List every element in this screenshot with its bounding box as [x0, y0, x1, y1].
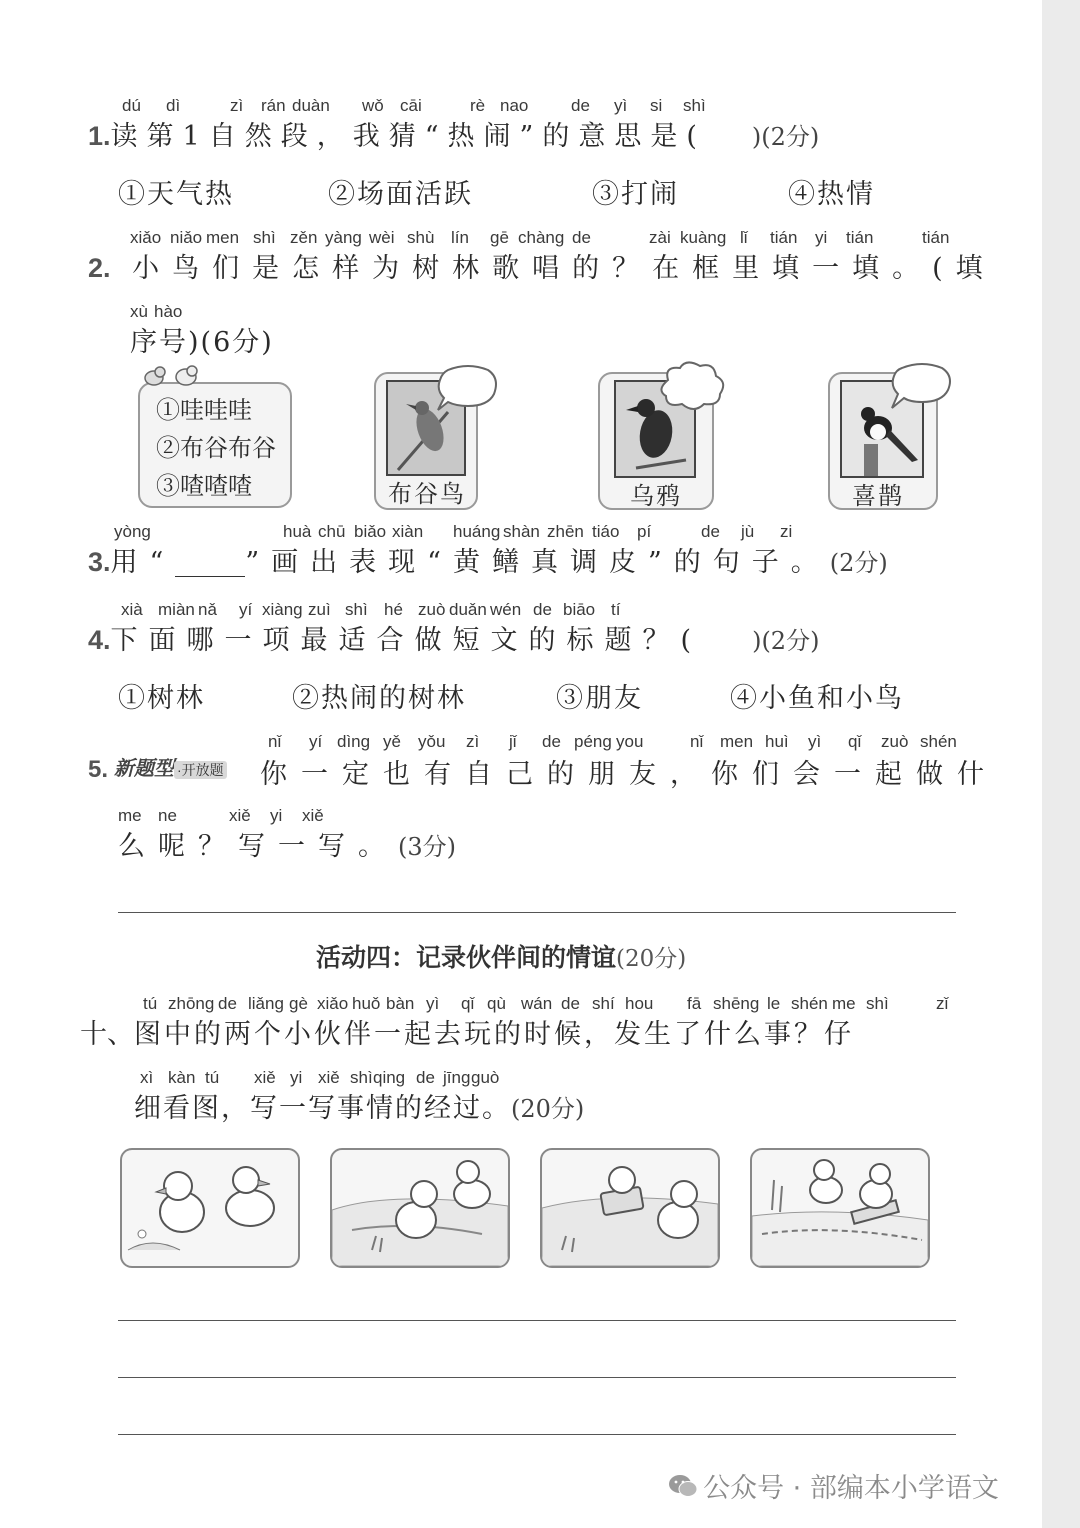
- comic-panel-4: [750, 1148, 930, 1268]
- q2-sound-2: ②布谷布谷: [156, 434, 276, 462]
- q2-sound-1: ①哇哇哇: [156, 396, 252, 424]
- q3-pinyin: yòng huà chū biǎo xiàn huáng shàn zhēn tiáo pí de jù zi: [114, 522, 793, 541]
- q10-question-line2: 细看图，写一写事情的经过。(20分): [134, 1093, 585, 1124]
- q2-pinyin-line2: xù hào: [130, 302, 183, 321]
- q2-sound-3: ③喳喳喳: [156, 472, 252, 500]
- q4-option-2: ②热闹的树林: [292, 683, 466, 714]
- q1-option-1: ①天气热: [118, 179, 234, 210]
- comic-panel-2: [330, 1148, 510, 1268]
- q2-question-line2: 序号)(6分): [130, 327, 274, 358]
- q4-pinyin: xià miàn nǎ yí xiàng zuì shì hé zuò duǎn wén de biāo tí: [121, 600, 621, 619]
- q4-option-3: ③朋友: [556, 683, 643, 714]
- q1-option-3: ③打闹: [592, 179, 679, 210]
- speech-bubble-1: [436, 364, 500, 414]
- q2-pinyin-line1: xiǎo niǎo men shì zěn yàng wèi shù lín gē chàng de zài kuàng lǐ tián yi tián tián: [130, 228, 950, 247]
- q10-pinyin-line2: xì kàn tú xiě yi xiě shì qing de jīng guò: [140, 1068, 500, 1087]
- section-score: (20分): [616, 946, 687, 972]
- q4-question: 4.下面哪一项最适合做短文的标题？( )(2分): [88, 625, 820, 656]
- q10-pinyin-line1: tú zhōng de liǎng gè xiǎo huǒ bàn yì qǐ qù wán de shí hou fā shēng le shén me shì zǐ: [143, 994, 949, 1013]
- comic-panel-1: [120, 1148, 300, 1268]
- q5-tag-open: ·开放题: [174, 761, 227, 779]
- q5-tag-new: 新题型: [114, 758, 174, 780]
- speech-bubble-3: [888, 362, 956, 412]
- q5-pinyin-line1: nǐ yí dìng yě yǒu zì jǐ de péng you nǐ men huì yì qǐ zuò shén: [268, 732, 957, 751]
- crow-label: 乌鸦: [630, 482, 682, 510]
- q5-number: 5.: [88, 756, 109, 783]
- q2-sound-options-card: [138, 382, 292, 508]
- q1-question: 1.读第1自然段，我猜“热闹”的意思是( )(2分): [88, 121, 820, 152]
- q5-question-line1: 你一定也有自己的朋友，你们会一起做什: [260, 759, 998, 790]
- q1-option-2: ②场面活跃: [328, 179, 473, 210]
- mini-birds-icon: [140, 362, 210, 390]
- q3-underline-sample: [175, 554, 245, 577]
- q1-pinyin: dú dì zì rán duàn wǒ cāi rè nao de yì si shì: [122, 96, 706, 115]
- watermark-text: 公众号 · 部编本小学语文: [703, 1473, 999, 1504]
- thought-bubble-2: [654, 360, 728, 416]
- q5-new-type-badge: [114, 752, 227, 780]
- q1-option-4: ④热情: [788, 179, 875, 210]
- comic-panel-3: [540, 1148, 720, 1268]
- writing-line-2[interactable]: [118, 1377, 956, 1378]
- q4-option-4: ④小鱼和小鸟: [730, 683, 904, 714]
- magpie-label: 喜鹊: [852, 482, 904, 510]
- q5-answer-line: [118, 912, 956, 913]
- q2-question-line1: 2. 小鸟们是怎样为树林歌唱的？在框里填一填。(填: [88, 253, 996, 284]
- q10-question-line1: 十、图中的两个小伙伴一起去玩的时候，发生了什么事？仔: [80, 1019, 854, 1050]
- cuckoo-label: 布谷鸟: [388, 480, 466, 508]
- section-heading: [316, 938, 686, 974]
- page-edge-strip: [1042, 0, 1080, 1528]
- writing-line-3[interactable]: [118, 1434, 956, 1435]
- q3-question: 3.用“ ”画出表现“黄鳝真调皮”的句子。(2分): [88, 547, 888, 578]
- q4-option-1: ①树林: [118, 683, 205, 714]
- q5-question-line2: 么呢？写一写。(3分): [118, 831, 456, 862]
- writing-line-1[interactable]: [118, 1320, 956, 1321]
- watermark: [668, 1466, 999, 1505]
- section-title: 活动四：记录伙伴间的情谊: [316, 943, 617, 972]
- q5-pinyin-line2: me ne xiě yi xiě: [118, 806, 324, 825]
- wechat-icon: [668, 1473, 698, 1499]
